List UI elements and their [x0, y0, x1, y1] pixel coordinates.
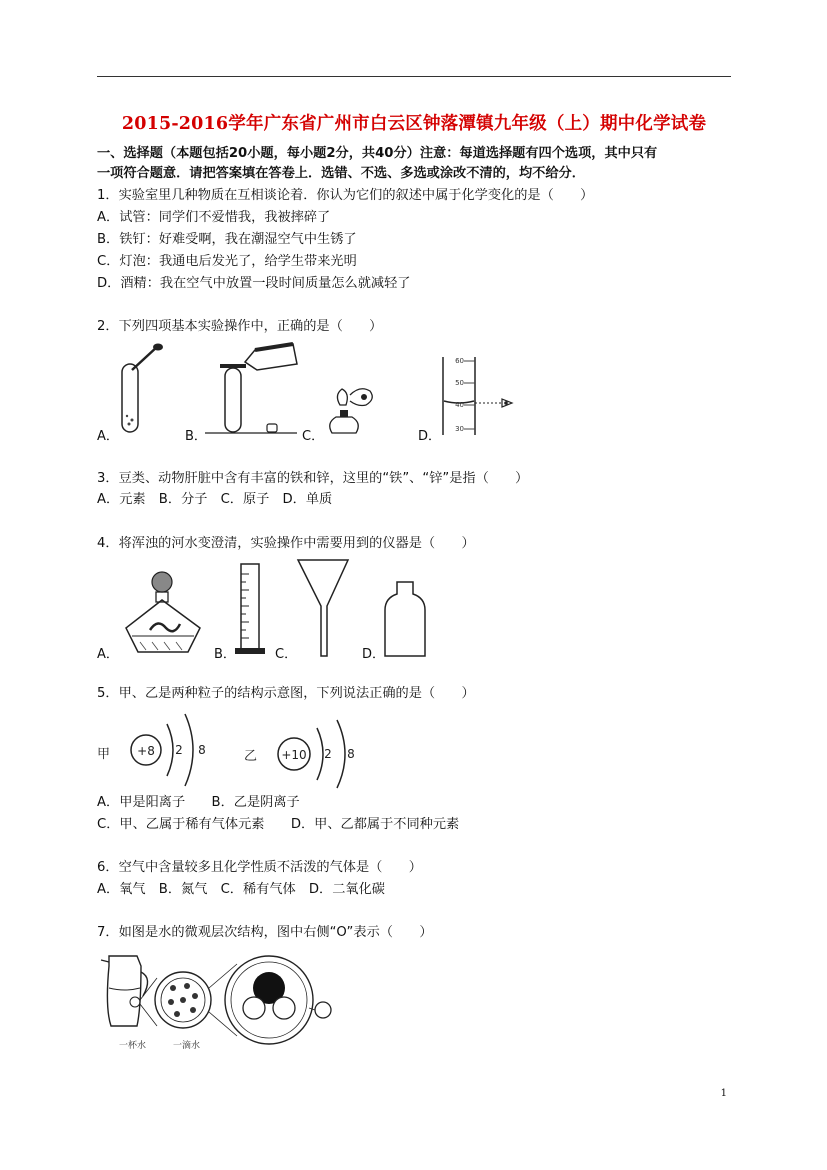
reagent-bottle-figure: [383, 580, 427, 658]
q6-options: A．氧气 B．氮气 C．稀有气体 D．二氧化碳: [97, 882, 385, 897]
measuring-cylinder-figure: [235, 562, 269, 658]
q1-option-d: D．酒精：我在空气中放置一段时间质量怎么就减轻了: [97, 276, 411, 291]
pouring-into-tube-figure: [205, 342, 300, 438]
q6-stem: 6．空气中含量较多且化学性质不活泼的气体是（ ）: [97, 860, 422, 875]
q1-option-b: B．铁钉：好难受啊，我在潮湿空气中生锈了: [97, 232, 357, 247]
caption-drop-of-water: 一滴水: [173, 1041, 201, 1051]
particle-yi-nucleus: +10: [281, 748, 307, 762]
q4-label-d: D．: [362, 647, 386, 662]
particle-jia-shell2: 8: [198, 743, 206, 757]
water-micro-structure-figure: [97, 948, 337, 1053]
q2-label-c: C．: [302, 429, 325, 444]
section-instructions-line2: 一项符合题意．请把答案填在答卷上．选错、不选、多选或涂改不清的，均不给分．: [97, 166, 585, 181]
particle-yi-shell2: 8: [347, 747, 355, 761]
q2-stem: 2．下列四项基本实验操作中，正确的是（ ）: [97, 319, 383, 334]
q1-stem: 1．实验室里几种物质在互相谈论着．你认为它们的叙述中属于化学变化的是（ ）: [97, 188, 594, 203]
cylinder-tick-30: 30: [455, 425, 464, 433]
q5-stem: 5．甲、乙是两种粒子的结构示意图，下列说法正确的是（ ）: [97, 686, 475, 701]
q2-label-b: B．: [185, 429, 207, 444]
q4-label-c: C．: [275, 647, 298, 662]
q1-option-c: C．灯泡：我通电后发光了，给学生带来光明: [97, 254, 357, 269]
page-title: 2015-2016学年广东省广州市白云区钟落潭镇九年级（上）期中化学试卷: [121, 114, 707, 134]
q5-options-line1: A．甲是阳离子 B．乙是阴离子: [97, 795, 300, 810]
section-instructions-line1: 一、选择题（本题包括20小题，每小题2分，共40分）注意：每道选择题有四个选项，其中只有: [97, 146, 658, 161]
alcohol-lamp-figure: [118, 570, 210, 658]
particle-yi-label: 乙: [244, 749, 258, 764]
alcohol-lamp-lighting-figure: [320, 375, 380, 439]
particle-jia-nucleus: +8: [137, 744, 155, 758]
graduated-cylinder-reading-figure: [440, 355, 520, 437]
header-rule: [97, 76, 731, 77]
q4-stem: 4．将浑浊的河水变澄清，实验操作中需要用到的仪器是（ ）: [97, 536, 475, 551]
q7-stem: 7．如图是水的微观层次结构，图中右侧“O”表示（ ）: [97, 925, 433, 940]
dropper-into-tube-figure: [118, 342, 168, 438]
caption-cup-of-water: 一杯水: [119, 1041, 147, 1051]
particle-jia-label: 甲: [97, 747, 111, 762]
particle-structure-diagrams: [97, 708, 367, 793]
particle-yi-shell1: 2: [324, 747, 332, 761]
q1-option-a: A．试管：同学们不爱惜我，我被摔碎了: [97, 210, 331, 225]
funnel-figure: [296, 558, 352, 658]
q3-stem: 3．豆类、动物肝脏中含有丰富的铁和锌，这里的“铁”、“锌”是指（ ）: [97, 471, 529, 486]
page-number: 1: [720, 1088, 727, 1099]
cylinder-tick-60: 60: [455, 357, 464, 365]
q3-options: A．元素 B．分子 C．原子 D．单质: [97, 492, 333, 507]
cylinder-tick-40: 40: [455, 401, 464, 409]
q2-label-a: A．: [97, 429, 119, 444]
q2-label-d: D．: [418, 429, 442, 444]
q4-label-b: B．: [214, 647, 236, 662]
cylinder-tick-50: 50: [455, 379, 464, 387]
q4-label-a: A．: [97, 647, 119, 662]
particle-jia-shell1: 2: [175, 743, 183, 757]
q5-options-line2: C．甲、乙属于稀有气体元素 D．甲、乙都属于不同种元素: [97, 817, 460, 832]
